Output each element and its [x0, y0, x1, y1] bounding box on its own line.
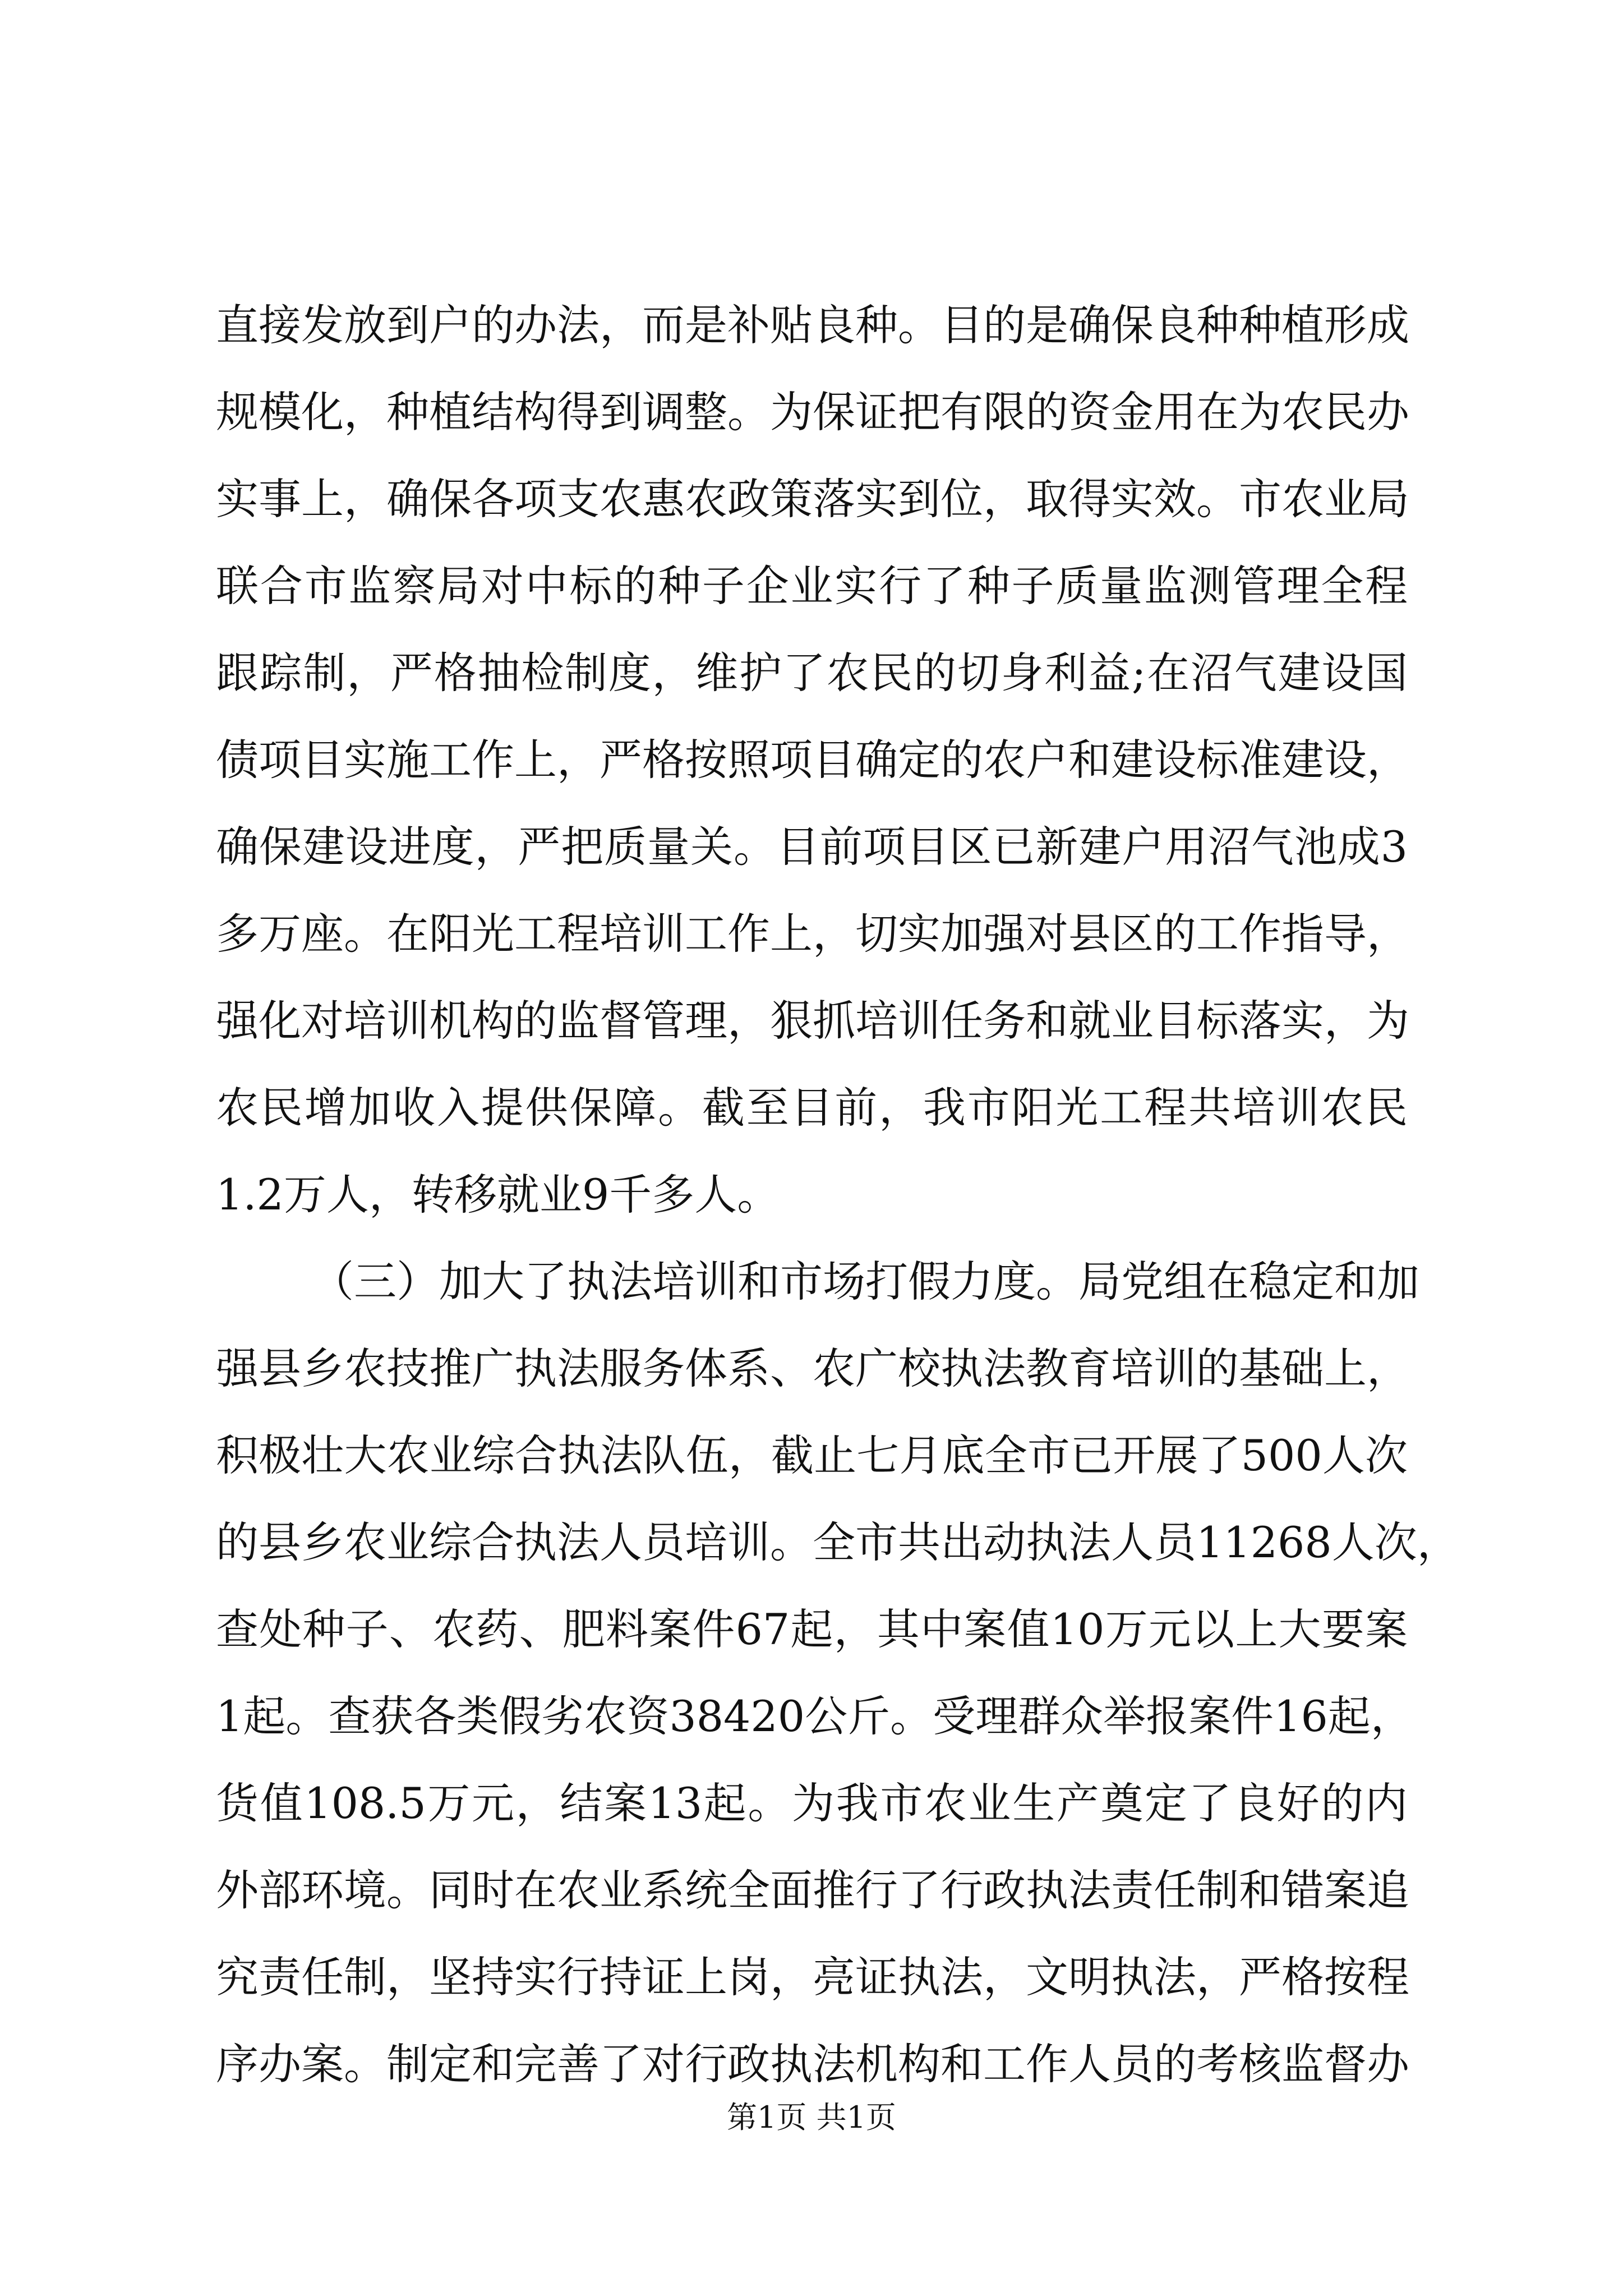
body-line-11: 1.2万人，转移就业9千多人。: [216, 1170, 780, 1220]
body-line-10: 农民增加收入提供保障。截至目前，我市阳光工程共培训农民: [216, 1083, 1408, 1133]
body-line-15: 的县乡农业综合执法人员培训。全市共出动执法人员11268人次，: [216, 1517, 1460, 1567]
body-line-16: 查处种子、农药、肥料案件67起，其中案值10万元以上大要案: [216, 1604, 1408, 1654]
body-line-7: 确保建设进度，严把质量关。目前项目区已新建户用沼气池成3: [216, 822, 1408, 872]
body-line-5: 跟踪制，严格抽检制度，维护了农民的切身利益;在沼气建设国: [216, 648, 1408, 698]
body-line-3: 实事上，确保各项支农惠农政策落实到位，取得实效。市农业局: [216, 474, 1409, 524]
section-heading-line: （三）加大了执法培训和市场打假力度。局党组在稳定和加: [311, 1257, 1419, 1306]
body-line-19: 外部环境。同时在农业系统全面推行了行政执法责任制和错案追: [216, 1865, 1409, 1915]
body-line-18: 货值108.5万元，结案13起。为我市农业生产奠定了良好的内: [216, 1778, 1408, 1828]
body-line-21: 序办案。制定和完善了对行政执法机构和工作人员的考核监督办: [216, 2039, 1409, 2089]
body-line-1: 直接发放到户的办法，而是补贴良种。目的是确保良种种植形成: [216, 300, 1409, 350]
page-number-footer: 第1页 共1页: [727, 2100, 896, 2135]
body-line-17: 1起。查获各类假劣农资38420公斤。受理群众举报案件16起，: [216, 1691, 1413, 1741]
body-line-6: 债项目实施工作上，严格按照项目确定的农户和建设标准建设，: [216, 735, 1409, 785]
body-line-9: 强化对培训机构的监督管理，狠抓培训任务和就业目标落实，为: [216, 996, 1409, 1046]
body-line-4: 联合市监察局对中标的种子企业实行了种子质量监测管理全程: [216, 561, 1408, 611]
body-line-20: 究责任制，坚持实行持证上岗，亮证执法，文明执法，严格按程: [216, 1952, 1409, 2002]
body-line-14: 积极壮大农业综合执法队伍，截止七月底全市已开展了500人次: [216, 1430, 1408, 1480]
body-line-13: 强县乡农技推广执法服务体系、农广校执法教育培训的基础上，: [216, 1343, 1409, 1393]
body-line-2: 规模化，种植结构得到调整。为保证把有限的资金用在为农民办: [216, 387, 1409, 437]
body-line-8: 多万座。在阳光工程培训工作上，切实加强对县区的工作指导，: [216, 909, 1409, 959]
